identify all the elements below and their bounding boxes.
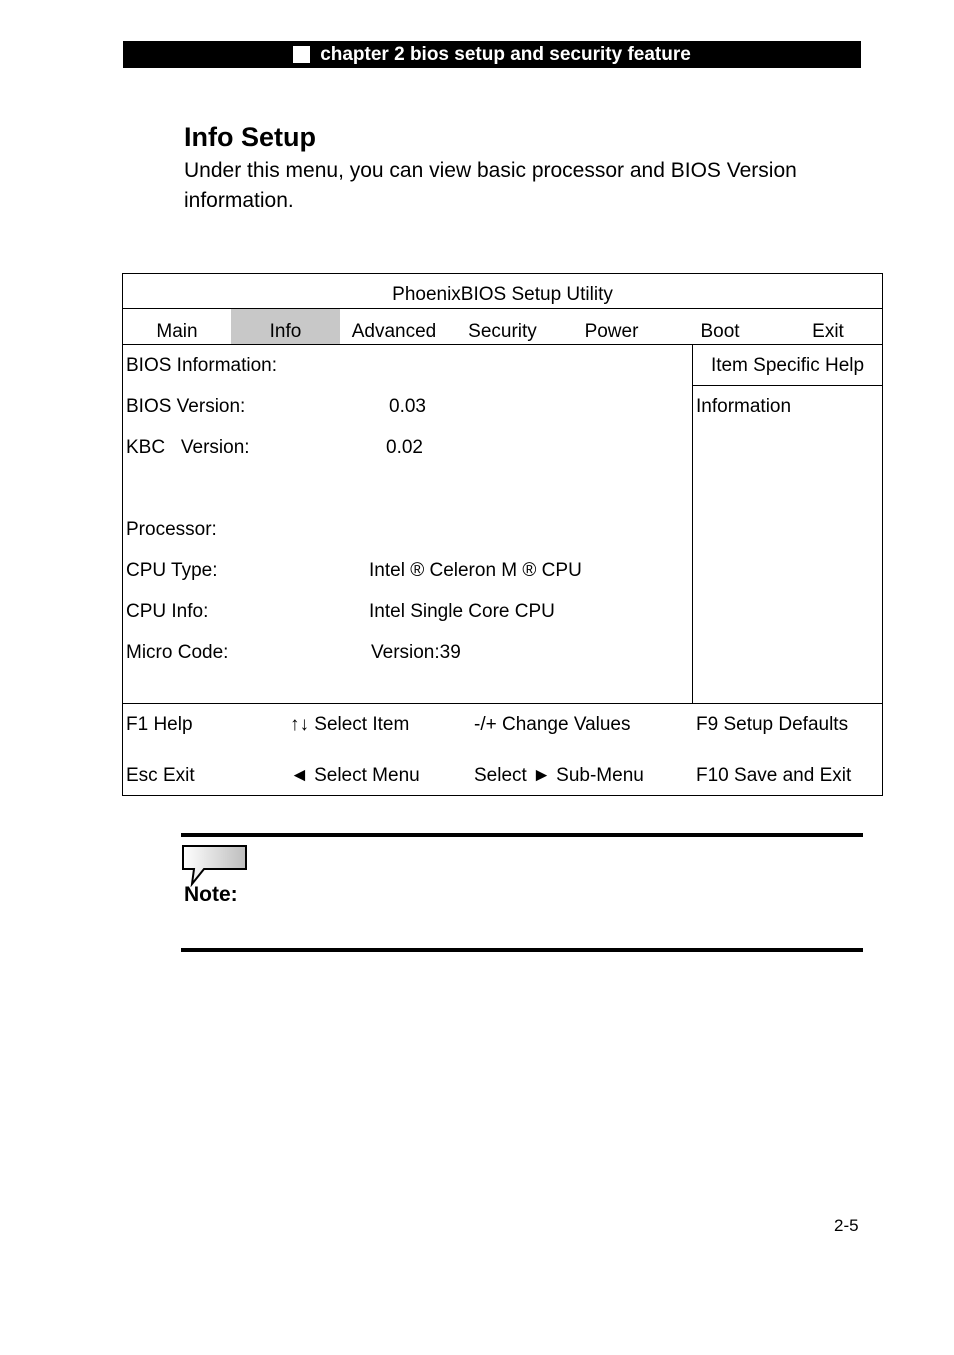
info-row-micro-code	[126, 642, 461, 666]
section-title: Info Setup	[184, 122, 316, 152]
menu-tab-boot[interactable]: Boot	[700, 321, 740, 342]
key-f9-setup-defaults: F9 Setup Defaults	[696, 714, 849, 735]
page-number: 2-5	[834, 1216, 859, 1235]
bios-title: PhoenixBIOS Setup Utility	[392, 284, 613, 305]
bios-menu-bar	[123, 309, 882, 345]
note-bottom-rule	[181, 948, 863, 952]
info-row-cpu-info	[126, 601, 555, 625]
note-label: Note:	[184, 883, 238, 906]
row-label: CPU Info:	[126, 601, 209, 622]
key-esc-exit: Esc Exit	[126, 765, 195, 786]
info-row-cpu-type	[126, 560, 582, 584]
help-panel-title: Item Specific Help	[693, 345, 882, 386]
menu-tab-security[interactable]: Security	[468, 321, 537, 342]
section-description: Under this menu, you can view basic processor and BIOS Version information.	[184, 159, 797, 212]
row-value: Intel ® Celeron M ® CPU	[369, 560, 582, 581]
key-select-menu: ◄ Select Menu	[290, 765, 420, 786]
chapter-header-bar	[123, 41, 861, 68]
menu-tab-advanced[interactable]: Advanced	[351, 321, 437, 342]
speech-bubble-icon	[182, 845, 250, 887]
bios-title-row	[123, 274, 882, 309]
row-label: BIOS Information:	[126, 355, 278, 376]
info-row-bios-information	[126, 355, 277, 379]
bios-info-panel	[123, 345, 693, 703]
row-label: Micro Code:	[126, 642, 229, 663]
key-sub-menu: Select ► Sub-Menu	[474, 765, 644, 786]
row-label: CPU Type:	[126, 560, 218, 581]
row-value: Intel Single Core CPU	[369, 601, 555, 622]
bios-setup-screen	[122, 273, 883, 796]
key-change-values: -/+ Change Values	[474, 714, 631, 735]
key-select-item: ↑↓ Select Item	[290, 714, 410, 735]
note-top-rule	[181, 833, 863, 837]
key-f1-help: F1 Help	[126, 714, 193, 735]
menu-tab-info[interactable]: Info	[231, 309, 340, 344]
row-value: Version:39	[371, 642, 461, 663]
row-label: Processor:	[126, 519, 217, 540]
bios-key-legend	[123, 703, 882, 796]
row-label: BIOS Version:	[126, 396, 246, 417]
info-row-processor	[126, 519, 217, 543]
info-row-kbc-version	[126, 437, 423, 461]
key-f10-save-exit: F10 Save and Exit	[696, 765, 852, 786]
row-label: KBC Version:	[126, 437, 250, 458]
info-row-bios-version	[126, 396, 426, 420]
row-value: 0.03	[389, 396, 426, 417]
square-bullet-icon	[293, 46, 310, 63]
menu-tab-main[interactable]: Main	[156, 321, 198, 342]
help-panel-text: Information	[696, 396, 792, 417]
menu-tab-power[interactable]: Power	[584, 321, 639, 342]
menu-tab-exit[interactable]: Exit	[812, 321, 844, 342]
chapter-title: chapter 2 bios setup and security feature	[320, 43, 691, 65]
row-value: 0.02	[386, 437, 423, 458]
